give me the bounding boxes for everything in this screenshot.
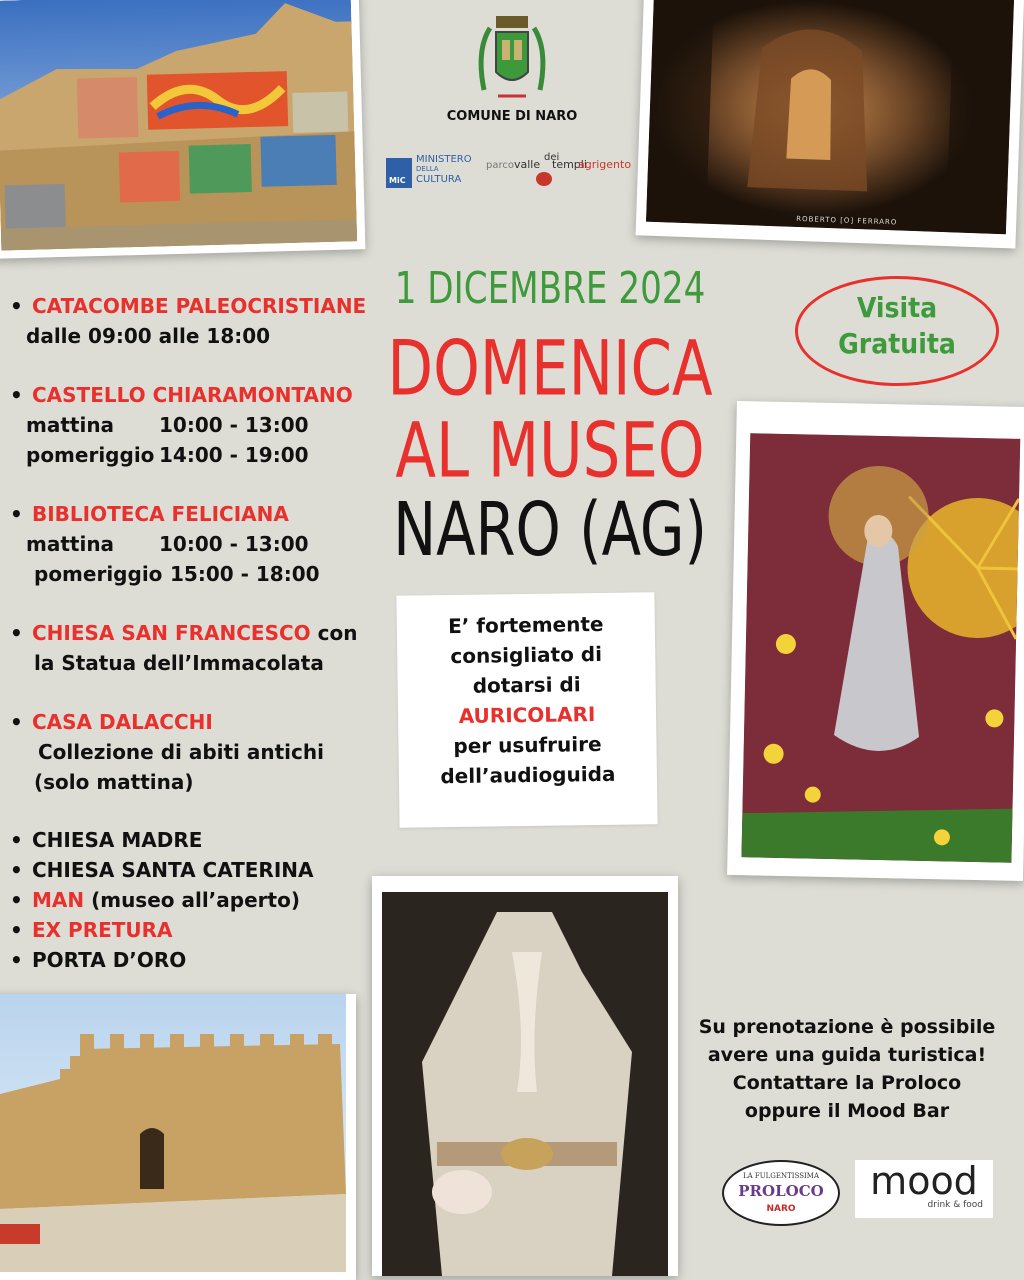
ministero-line-2: DELLA xyxy=(416,165,439,173)
parco-emblem-icon xyxy=(536,172,552,186)
site-dalacchi-name: CASA DALACCHI xyxy=(32,710,213,734)
site-catacombe-name: CATACOMBE PALEOCRISTIANE xyxy=(32,294,367,318)
event-title-line-2: AL MUSEO xyxy=(395,406,705,495)
site-biblioteca-name: BIBLIOTECA FELICIANA xyxy=(32,502,289,526)
mood-main: mood xyxy=(870,1159,978,1203)
mood-logo xyxy=(855,1160,993,1218)
site-francesco-suffix: con xyxy=(310,621,358,645)
photo-catacombs xyxy=(636,0,1024,249)
immacolata-image xyxy=(741,433,1020,863)
site-caterina-name: CHIESA SANTA CATERINA xyxy=(32,858,314,882)
site-man-name: MAN xyxy=(32,888,85,912)
site-dalacchi: • CASA DALACCHI xyxy=(10,710,213,734)
comune-title: COMUNE DI NARO xyxy=(446,109,578,124)
site-francesco-line-2: la Statua dell’Immacolata xyxy=(34,651,324,675)
badge-line-1: Visita xyxy=(856,291,938,324)
badge-line-2: Gratuita xyxy=(838,327,956,360)
biblioteca-morning-label: mattina xyxy=(26,532,115,556)
site-catacombe: • CATACOMBE PALEOCRISTIANE xyxy=(10,294,367,318)
castle-image xyxy=(0,994,346,1272)
biblioteca-afternoon-label: pomeriggio xyxy=(34,562,163,586)
castello-afternoon-label: pomeriggio xyxy=(26,443,155,467)
proloco-top: LA FULGENTISSIMA xyxy=(742,1172,820,1180)
parco-dei: dei xyxy=(544,152,560,163)
dress-image xyxy=(382,892,668,1276)
ministero-line-1: MINISTERO xyxy=(416,154,472,165)
site-dalacchi-line-3: (solo mattina) xyxy=(34,770,194,794)
photo-credit: ROBERTO [O] FERRARO xyxy=(796,214,898,227)
photo-antique-dress xyxy=(372,876,678,1276)
site-francesco: • CHIESA SAN FRANCESCO con xyxy=(10,621,358,645)
biblioteca-afternoon-hours: 15:00 - 18:00 xyxy=(170,562,320,586)
free-visit-badge xyxy=(795,276,999,386)
parco-prefix: parco xyxy=(486,160,514,171)
photo-castle xyxy=(0,994,356,1280)
mood-sub: drink & food xyxy=(927,1200,983,1210)
booking-line-4: oppure il Mood Bar xyxy=(744,1100,950,1122)
site-castello-name: CASTELLO CHIARAMONTANO xyxy=(32,383,353,407)
site-madre: • CHIESA MADRE xyxy=(10,828,203,852)
site-castello: • CASTELLO CHIARAMONTANO xyxy=(10,383,353,407)
castello-morning-label: mattina xyxy=(26,413,115,437)
site-pretura-name: EX PRETURA xyxy=(32,918,173,942)
castello-morning-hours: 10:00 - 13:00 xyxy=(159,413,309,437)
site-pretura: • EX PRETURA xyxy=(10,918,173,942)
site-catacombe-hours: dalle 09:00 alle 18:00 xyxy=(26,324,271,348)
event-title-line-1: DOMENICA xyxy=(387,324,713,413)
ministero-logo xyxy=(386,154,486,190)
parco-logo xyxy=(486,152,632,192)
mic-label: MiC xyxy=(389,176,406,185)
site-man-suffix: (museo all’aperto) xyxy=(84,888,300,912)
comune-crest-icon xyxy=(476,10,548,104)
parco-templi: templi xyxy=(552,158,587,171)
notice-highlight: AURICOLARI xyxy=(458,702,596,728)
notice-line-2: consigliato di xyxy=(450,641,603,669)
notice-line-3: dotarsi di xyxy=(472,672,581,698)
proloco-city: NARO xyxy=(766,1204,796,1214)
notice-line-1: E’ fortemente xyxy=(447,611,604,639)
ministero-line-3: CULTURA xyxy=(416,174,462,185)
proloco-logo xyxy=(722,1160,840,1226)
notice-line-6: dell’audioguida xyxy=(440,761,616,789)
site-man: • MAN (museo all’aperto) xyxy=(10,888,300,912)
photo-immacolata xyxy=(727,401,1024,881)
audioguide-notice xyxy=(396,592,657,828)
parco-valle: valle xyxy=(514,158,541,171)
site-porta-name: PORTA D’ORO xyxy=(32,948,187,972)
street-art-image xyxy=(0,0,357,251)
event-place: NARO (AG) xyxy=(393,488,707,574)
site-porta: • PORTA D’ORO xyxy=(10,948,187,972)
site-caterina: • CHIESA SANTA CATERINA xyxy=(10,858,314,882)
site-biblioteca: • BIBLIOTECA FELICIANA xyxy=(10,502,289,526)
biblioteca-morning-hours: 10:00 - 13:00 xyxy=(159,532,309,556)
proloco-main: PROLOCO xyxy=(738,1182,824,1200)
castello-afternoon-hours: 14:00 - 19:00 xyxy=(159,443,309,467)
site-francesco-name: CHIESA SAN FRANCESCO xyxy=(32,621,311,645)
site-madre-name: CHIESA MADRE xyxy=(32,828,203,852)
event-date: 1 DICEMBRE 2024 xyxy=(394,262,706,314)
notice-line-5: per usufruire xyxy=(453,731,602,759)
parco-agrigento: agrigento xyxy=(578,158,632,171)
catacomb-image xyxy=(646,0,1014,234)
site-dalacchi-line-2: Collezione di abiti antichi xyxy=(38,740,324,764)
booking-line-1: Su prenotazione è possibile xyxy=(698,1016,996,1038)
booking-line-2: avere una guida turistica! xyxy=(707,1044,987,1066)
booking-line-3: Contattare la Proloco xyxy=(732,1072,962,1094)
photo-street-art xyxy=(0,0,365,259)
